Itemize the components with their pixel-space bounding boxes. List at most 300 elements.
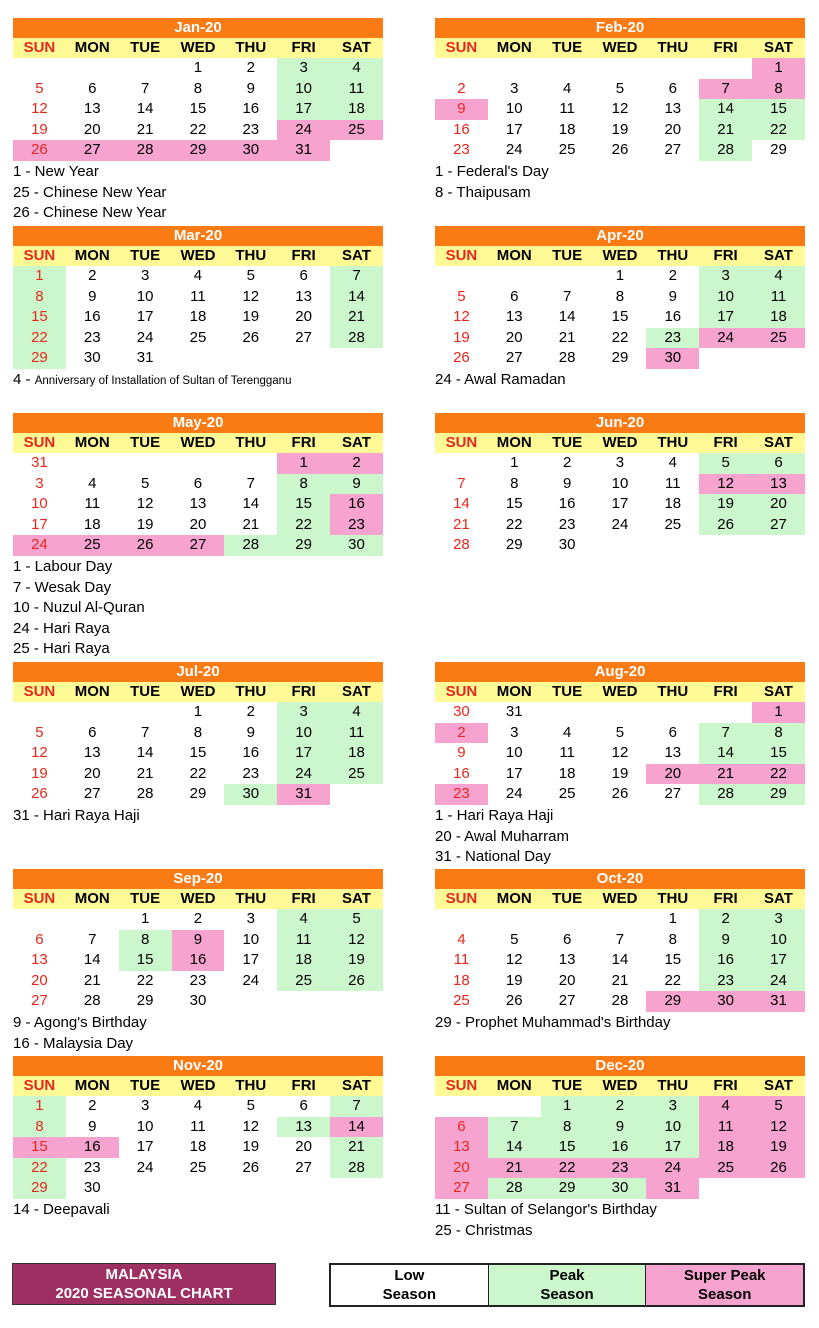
day-cell: 13 [664,100,682,118]
holiday-item: 9 - Agong's Birthday [13,1013,147,1031]
day-cell: 31 [505,703,523,720]
day-cell: 11 [559,100,575,118]
empty-cell [752,348,805,369]
day-cell: 7 [457,474,466,492]
day-cell: 9 [172,930,225,951]
day-cell: 27 [435,1178,488,1199]
day-cell: 24 [699,328,752,349]
weekday-header-mon: MON [66,38,119,58]
day-cell: 17 [611,495,629,513]
month-grid [435,1076,805,1199]
day-cell: 16 [558,495,576,513]
day-cell: 23 [435,784,488,805]
empty-cell [277,348,330,369]
weekday-header-mon: MON [66,682,119,702]
empty-cell [224,348,277,369]
empty-cell [646,535,699,556]
day-cell: 19 [611,120,629,138]
day-cell: 4 [562,723,572,741]
day-cell: 29 [770,141,787,159]
day-cell: 28 [699,784,752,805]
day-cell: 28 [453,536,470,554]
day-cell: 29 [189,785,207,803]
month-title: Jun-20 [435,413,805,433]
day-cell: 10 [31,495,48,513]
day-cell: 15 [13,1137,66,1158]
day-cell: 6 [510,287,519,305]
weekday-header-tue: TUE [541,246,594,266]
day-cell: 19 [752,1137,805,1158]
month-grid [435,433,805,556]
empty-cell [646,702,699,723]
day-cell: 21 [136,120,154,138]
chart-title: 2020 SEASONAL CHART [55,1285,233,1302]
day-cell: 7 [488,1117,541,1138]
empty-cell [594,909,647,930]
day-cell: 10 [136,1117,154,1135]
empty-cell [66,909,119,930]
day-cell: 1 [752,702,805,723]
day-cell: 3 [615,454,625,471]
day-cell: 21 [558,328,576,346]
day-cell: 17 [31,515,48,533]
day-cell: 30 [224,784,277,805]
day-cell: 27 [505,349,523,367]
empty-cell [646,58,699,79]
day-cell: 10 [752,930,805,951]
day-cell: 2 [246,703,255,720]
empty-cell [66,702,119,723]
day-cell: 1 [541,1096,594,1117]
weekday-header-thu: THU [224,38,277,58]
day-cell: 16 [594,1137,647,1158]
day-cell: 8 [752,79,805,100]
weekday-header-mon: MON [66,433,119,453]
day-cell: 8 [277,474,330,495]
day-cell: 19 [699,494,752,515]
day-cell: 12 [31,100,48,118]
weekday-header-sat: SAT [752,682,805,702]
weekday-header-sun: SUN [435,38,488,58]
day-cell: 2 [193,910,203,927]
month-title: May-20 [13,413,383,433]
day-cell: 9 [246,79,255,97]
day-cell: 6 [562,930,572,948]
day-cell: 25 [699,1158,752,1179]
day-cell: 24 [277,764,330,785]
day-cell: 3 [752,909,805,930]
day-cell: 9 [594,1117,647,1138]
weekday-header-thu: THU [646,246,699,266]
day-cell: 21 [83,971,101,989]
day-cell: 21 [488,1158,541,1179]
day-cell: 29 [505,536,523,554]
day-cell: 8 [13,1117,66,1138]
day-cell: 25 [277,971,330,992]
weekday-header-wed: WED [594,246,647,266]
month-sep-20 [13,869,383,1054]
day-cell: 15 [541,1137,594,1158]
weekday-header-mon: MON [66,1076,119,1096]
day-cell: 17 [242,951,260,969]
holiday-list [13,1200,383,1221]
day-cell: 27 [31,992,48,1010]
month-grid [13,1076,383,1199]
day-cell: 14 [699,743,752,764]
empty-cell [699,1178,752,1199]
day-cell: 3 [646,1096,699,1117]
day-cell: 22 [541,1158,594,1179]
weekday-header-tue: TUE [541,682,594,702]
day-cell: 18 [189,308,207,326]
day-cell: 15 [505,495,523,513]
day-cell: 26 [699,515,752,536]
day-cell: 28 [330,1158,383,1179]
day-cell: 24 [136,328,154,346]
day-cell: 25 [330,764,383,785]
day-cell: 12 [136,495,154,513]
day-cell: 12 [242,1117,260,1135]
day-cell: 23 [646,328,699,349]
weekday-header-fri: FRI [699,682,752,702]
day-cell: 12 [242,287,260,305]
day-cell: 29 [646,991,699,1012]
day-cell: 18 [330,99,383,120]
day-cell: 1 [140,910,150,927]
weekday-header-sat: SAT [330,246,383,266]
empty-cell [699,702,752,723]
day-cell: 4 [88,474,97,492]
day-cell: 16 [66,1137,119,1158]
empty-cell [277,1178,330,1199]
weekday-header-tue: TUE [541,38,594,58]
day-cell: 10 [611,474,629,492]
day-cell: 30 [224,140,277,161]
day-cell: 11 [277,930,330,951]
month-grid [435,682,805,805]
weekday-header-fri: FRI [699,38,752,58]
day-cell: 8 [615,287,625,305]
day-cell: 16 [242,744,260,762]
empty-cell [541,58,594,79]
day-cell: 24 [505,141,523,159]
empty-cell [13,702,66,723]
day-cell: 20 [664,120,682,138]
empty-cell [66,453,119,474]
day-cell: 14 [330,287,383,308]
day-cell: 2 [594,1096,647,1117]
holiday-item: 24 - Hari Raya [13,619,110,637]
empty-cell [224,1178,277,1199]
weekday-header-thu: THU [224,1076,277,1096]
day-cell: 22 [13,328,66,349]
day-cell: 4 [699,1096,752,1117]
legend-peak-line2: Season [540,1286,594,1303]
weekday-header-mon: MON [488,1076,541,1096]
day-cell: 1 [193,59,203,76]
weekday-header-fri: FRI [277,889,330,909]
month-grid [435,38,805,161]
empty-cell [699,535,752,556]
day-cell: 18 [453,971,470,989]
day-cell: 24 [242,971,260,989]
legend-low-line1: Low [394,1267,425,1284]
day-cell: 31 [277,784,330,805]
weekday-header-tue: TUE [541,889,594,909]
weekday-header-fri: FRI [699,1076,752,1096]
day-cell: 16 [453,764,470,782]
day-cell: 26 [242,328,260,346]
day-cell: 20 [752,494,805,515]
day-cell: 7 [699,79,752,100]
day-cell: 5 [615,723,625,741]
day-cell: 2 [699,909,752,930]
holiday-item: 1 - Federal's Day [435,162,549,180]
empty-cell [330,1178,383,1199]
day-cell: 4 [668,454,677,471]
weekday-header-sat: SAT [752,433,805,453]
day-cell: 18 [558,120,576,138]
day-cell: 23 [699,971,752,992]
holiday-item: 25 - Chinese New Year [13,183,167,201]
day-cell: 18 [752,307,805,328]
day-cell: 18 [664,495,682,513]
weekday-header-mon: MON [488,682,541,702]
day-cell: 19 [330,950,383,971]
day-cell: 19 [31,120,48,138]
day-cell: 31 [31,454,48,471]
holiday-item: 4 - Anniversary of Installation of Sultan of Terengganu [13,370,292,388]
holiday-list [13,162,383,224]
day-cell: 13 [83,744,101,762]
day-cell: 7 [330,266,383,287]
day-cell: 14 [453,495,470,513]
day-cell: 3 [510,79,519,97]
day-cell: 23 [558,515,576,533]
day-cell: 20 [189,515,207,533]
day-cell: 15 [277,494,330,515]
day-cell: 21 [699,764,752,785]
holiday-item: 31 - National Day [435,848,551,866]
day-cell: 27 [295,328,312,346]
day-cell: 2 [88,267,97,284]
weekday-header-mon: MON [488,38,541,58]
empty-cell [330,991,383,1012]
day-cell: 12 [752,1117,805,1138]
day-cell: 24 [136,1158,154,1176]
month-grid [435,246,805,369]
day-cell: 9 [457,744,466,762]
empty-cell [330,140,383,161]
day-cell: 5 [330,909,383,930]
day-cell: 29 [136,992,154,1010]
weekday-header-wed: WED [172,889,225,909]
day-cell: 1 [752,58,805,79]
day-cell: 1 [615,267,625,284]
holiday-item: 26 - Chinese New Year [13,204,167,222]
day-cell: 7 [699,723,752,744]
day-cell: 13 [83,100,101,118]
month-grid [13,682,383,805]
day-cell: 7 [140,723,150,741]
day-cell: 26 [505,992,523,1010]
day-cell: 16 [83,308,101,326]
day-cell: 20 [505,328,523,346]
day-cell: 18 [330,743,383,764]
day-cell: 17 [277,743,330,764]
day-cell: 13 [277,1117,330,1138]
day-cell: 9 [699,930,752,951]
day-cell: 14 [611,951,629,969]
day-cell: 16 [330,494,383,515]
empty-cell [699,58,752,79]
day-cell: 22 [136,971,154,989]
day-cell: 1 [193,703,203,720]
day-cell: 3 [277,702,330,723]
day-cell: 8 [541,1117,594,1138]
holiday-item: 14 - Deepavali [13,1200,110,1218]
weekday-header-sun: SUN [435,1076,488,1096]
day-cell: 6 [88,79,97,97]
weekday-header-sun: SUN [13,433,66,453]
day-cell: 27 [664,785,682,803]
day-cell: 3 [246,910,255,927]
day-cell: 26 [453,349,470,367]
month-title: Aug-20 [435,662,805,682]
day-cell: 23 [242,120,260,138]
day-cell: 30 [453,703,470,720]
day-cell: 20 [435,1158,488,1179]
day-cell: 1 [510,454,519,471]
day-cell: 5 [699,453,752,474]
day-cell: 27 [295,1158,312,1176]
day-cell: 12 [31,744,48,762]
day-cell: 29 [172,140,225,161]
weekday-header-wed: WED [172,682,225,702]
month-grid [435,889,805,1012]
day-cell: 11 [190,1117,206,1135]
day-cell: 15 [752,743,805,764]
weekday-header-wed: WED [594,682,647,702]
day-cell: 9 [88,287,97,305]
day-cell: 8 [193,79,203,97]
day-cell: 17 [752,950,805,971]
day-cell: 23 [453,141,470,159]
day-cell: 9 [562,474,572,492]
month-grid [13,38,383,161]
day-cell: 21 [330,1137,383,1158]
weekday-header-wed: WED [172,1076,225,1096]
empty-cell [224,453,277,474]
day-cell: 16 [172,950,225,971]
weekday-header-mon: MON [66,246,119,266]
day-cell: 15 [752,99,805,120]
month-jan-20 [13,18,383,224]
legend-peak-line1: Peak [549,1267,585,1284]
weekday-header-fri: FRI [277,246,330,266]
empty-cell [13,909,66,930]
holiday-list [13,370,383,391]
day-cell: 9 [88,1117,97,1135]
day-cell: 24 [611,515,629,533]
empty-cell [119,453,172,474]
holiday-item: 25 - Hari Raya [13,640,110,658]
day-cell: 20 [83,764,101,782]
weekday-header-tue: TUE [119,38,172,58]
empty-cell [66,58,119,79]
weekday-header-fri: FRI [699,433,752,453]
holiday-item: 1 - Hari Raya Haji [435,806,554,824]
day-cell: 31 [752,991,805,1012]
weekday-header-tue: TUE [119,1076,172,1096]
day-cell: 13 [189,495,207,513]
weekday-header-thu: THU [646,889,699,909]
empty-cell [330,784,383,805]
day-cell: 7 [246,474,255,492]
day-cell: 3 [140,267,150,284]
day-cell: 23 [594,1158,647,1179]
day-cell: 28 [224,535,277,556]
day-cell: 29 [541,1178,594,1199]
day-cell: 30 [594,1178,647,1199]
day-cell: 9 [246,723,255,741]
weekday-header-sat: SAT [330,682,383,702]
day-cell: 17 [136,308,154,326]
day-cell: 9 [435,99,488,120]
holiday-item: 24 - Awal Ramadan [435,370,566,388]
weekday-header-sat: SAT [330,433,383,453]
day-cell: 10 [505,100,523,118]
day-cell: 1 [13,266,66,287]
day-cell: 10 [646,1117,699,1138]
day-cell: 13 [752,474,805,495]
holiday-list [13,1013,383,1054]
day-cell: 8 [668,930,677,948]
day-cell: 12 [611,100,629,118]
month-oct-20 [435,869,805,1034]
day-cell: 22 [13,1158,66,1179]
day-cell: 21 [611,971,629,989]
day-cell: 20 [83,120,101,138]
day-cell: 20 [558,971,576,989]
month-grid [13,246,383,369]
day-cell: 4 [562,79,572,97]
weekday-header-thu: THU [224,682,277,702]
day-cell: 5 [246,1097,255,1114]
day-cell: 20 [295,1138,312,1156]
day-cell: 22 [277,515,330,536]
day-cell: 4 [193,1097,203,1114]
month-grid [13,889,383,1012]
legend-low-season [331,1265,488,1305]
holiday-item: 25 - Christmas [435,1221,533,1239]
day-cell: 14 [136,744,154,762]
month-title: Dec-20 [435,1056,805,1076]
day-cell: 11 [190,287,206,305]
holiday-item: 31 - Hari Raya Haji [13,806,140,824]
weekday-header-tue: TUE [119,246,172,266]
month-title: Sep-20 [13,869,383,889]
day-cell: 19 [242,308,260,326]
day-cell: 14 [136,100,154,118]
day-cell: 9 [330,474,383,495]
day-cell: 30 [699,991,752,1012]
weekday-header-sat: SAT [752,889,805,909]
weekday-header-thu: THU [646,433,699,453]
day-cell: 12 [611,744,629,762]
day-cell: 8 [13,287,66,308]
day-cell: 17 [277,99,330,120]
